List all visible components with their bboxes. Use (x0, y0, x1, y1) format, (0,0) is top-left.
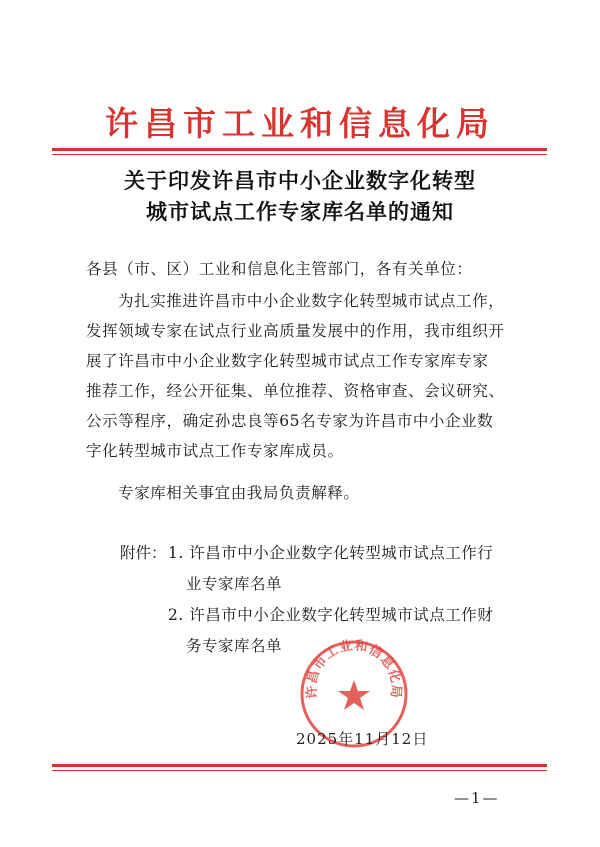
footer-red-rule-thin (52, 770, 547, 771)
seal-text: 许昌市工业和信息化局 (304, 638, 404, 700)
attachment-line: 2. 许昌市中小企业数字化转型城市试点工作财 (168, 606, 494, 624)
issuing-org-header: 许昌市工业和信息化局 (105, 104, 495, 143)
page-number: —1— (454, 789, 500, 807)
paragraph-explanation (118, 478, 558, 508)
footer-red-rule-thick (52, 764, 547, 767)
attachment-line: 1. 许昌市中小企业数字化转型城市试点工作行 (168, 544, 494, 562)
document-title-line2: 城市试点工作专家库名单的通知 (146, 199, 454, 224)
explanation-text: 专家库相关事宜由我局负责解释。 (118, 484, 360, 502)
paragraph-line: 展了许昌市中小企业数字化转型城市试点工作专家库专家 (86, 352, 489, 370)
paragraph-line: 公示等程序，确定孙忠良等65名专家为许昌市中小企业数 (86, 412, 494, 430)
paragraph-line: 发挥领域专家在试点行业高质量发展中的作用，我市组织开 (86, 322, 505, 340)
paragraph-line: 字化转型城市试点工作专家库成员。 (86, 442, 344, 460)
header-red-rule-thick (52, 148, 547, 151)
attachments-label: 附件： (120, 544, 167, 562)
document-title-line1: 关于印发许昌市中小企业数字化转型 (124, 168, 476, 193)
header-red-rule-thin (52, 154, 547, 155)
salutation (86, 254, 526, 284)
attachment-item-1 (168, 538, 540, 600)
paragraph-main (86, 286, 536, 466)
attachment-line: 务专家库名单 (186, 637, 283, 655)
paragraph-line: 为扎实推进许昌市中小企业数字化转型城市试点工作， (118, 292, 505, 310)
issue-date: 2025年11月12日 (296, 730, 429, 748)
salutation-text: 各县（市、区）工业和信息化主管部门，各有关单位： (86, 260, 473, 278)
attachment-line: 业专家库名单 (186, 575, 283, 593)
paragraph-line: 推荐工作，经公开征集、单位推荐、资格审查、会议研究、 (86, 382, 505, 400)
